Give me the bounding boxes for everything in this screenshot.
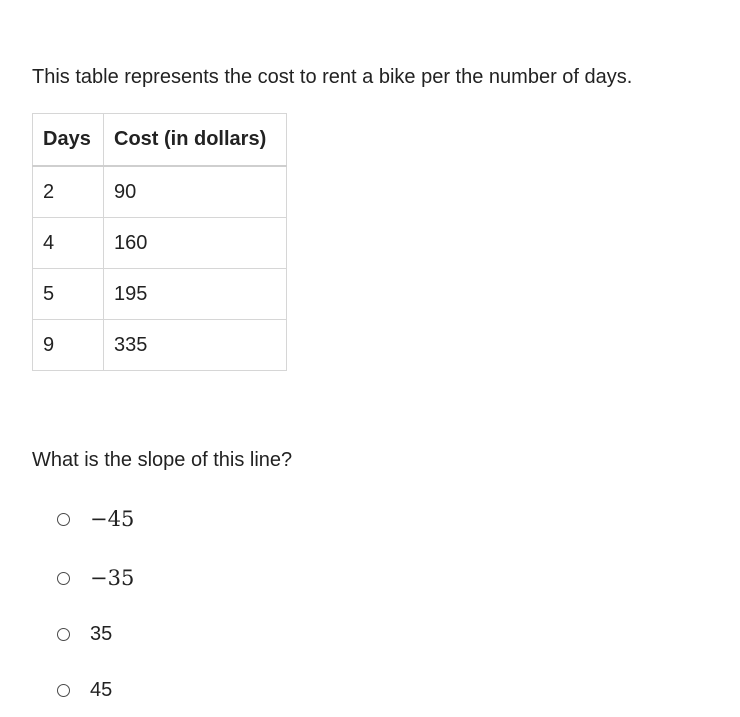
radio-button[interactable] xyxy=(57,628,70,641)
radio-button[interactable] xyxy=(57,572,70,585)
cell-cost: 160 xyxy=(104,218,287,269)
cell-days: 5 xyxy=(33,269,104,320)
radio-button[interactable] xyxy=(57,513,70,526)
table-row xyxy=(33,218,287,269)
header-days: Days xyxy=(33,114,104,167)
cell-days: 4 xyxy=(33,218,104,269)
option-label: 35 xyxy=(90,623,113,645)
table-row xyxy=(33,320,287,371)
cost-table xyxy=(32,113,287,371)
table-header-row xyxy=(33,114,287,167)
cell-days: 9 xyxy=(33,320,104,371)
question-text: What is the slope of this line? xyxy=(32,449,293,471)
table-row xyxy=(33,269,287,320)
answer-option-35[interactable] xyxy=(57,621,112,647)
table-row xyxy=(33,166,287,218)
intro-text: This table represents the cost to rent a bike per the number of days. xyxy=(32,66,633,88)
cell-cost: 90 xyxy=(104,166,287,218)
cell-cost: 335 xyxy=(104,320,287,371)
option-label: −35 xyxy=(90,566,135,590)
answer-option-45[interactable] xyxy=(57,677,112,703)
header-cost: Cost (in dollars) xyxy=(104,114,287,167)
radio-button[interactable] xyxy=(57,684,70,697)
option-label: −45 xyxy=(90,507,135,531)
answer-option-neg45[interactable] xyxy=(57,506,134,532)
option-label: 45 xyxy=(90,679,113,701)
answer-option-neg35[interactable] xyxy=(57,565,134,591)
cell-cost: 195 xyxy=(104,269,287,320)
cell-days: 2 xyxy=(33,166,104,218)
